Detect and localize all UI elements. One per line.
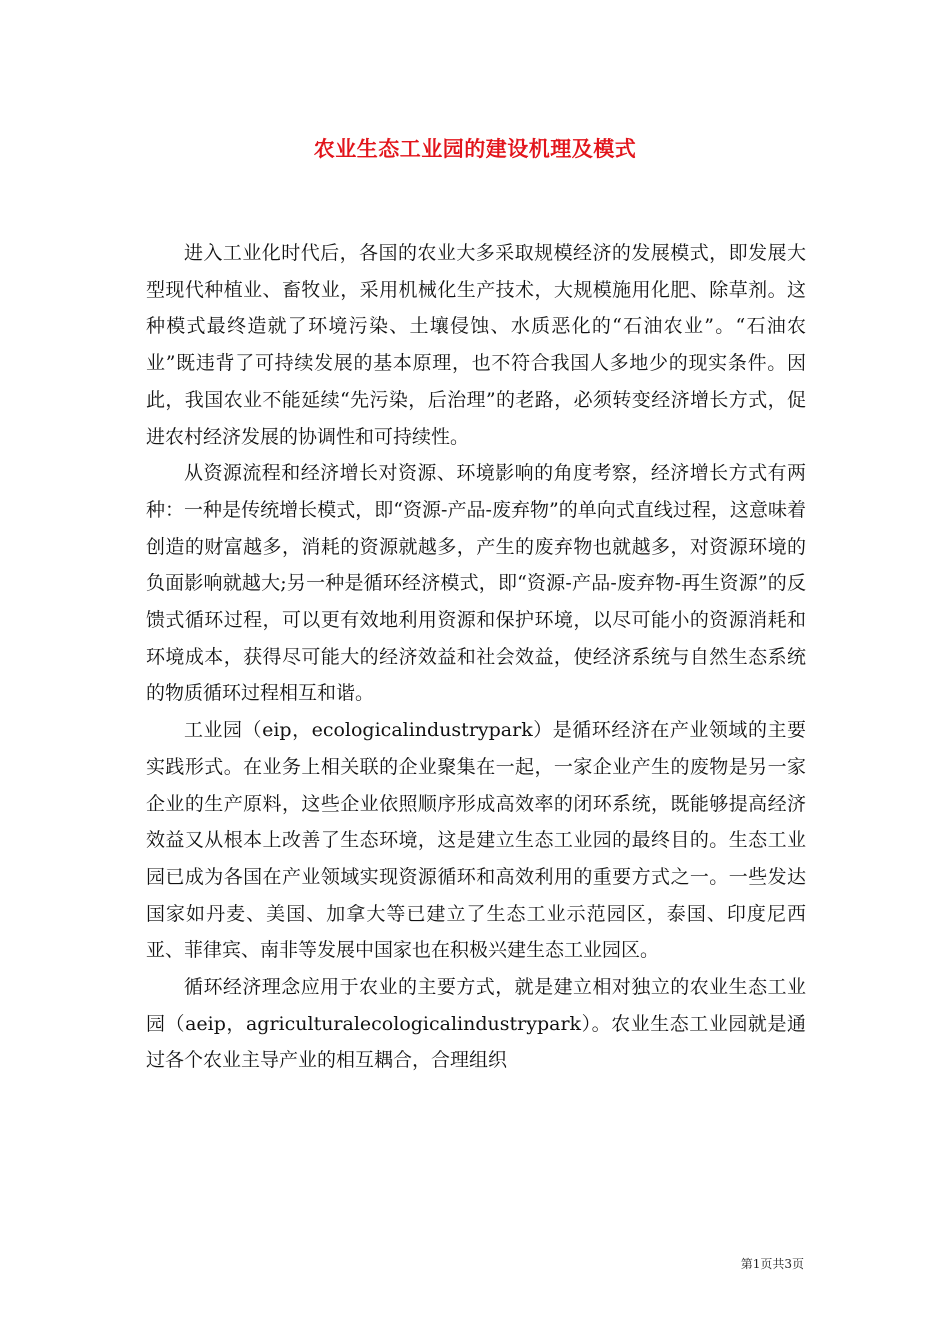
document-title: 农业生态工业园的建设机理及模式 — [313, 136, 637, 161]
document-body — [146, 235, 806, 1079]
paragraph-3: 工业园（eip，ecologicalindustrypark）是循环经济在产业领域的主要实践形式。在业务上相关联的企业聚集在一起，一家企业产生的废物是另一家企业的生产原料，这些企业依照顺序形成高效率的闭环系统，既能够提高经济效益又从根本上改善了生态环境，这是建立生态工业园的最终目的。生态工业园已成为各国在产业领域实现资源循环和高效利用的重要方式之一。一些发达国家如丹麦、美国、加拿大等已建立了生态工业示范园区，泰国、印度尼西亚、菲律宾、南非等发展中国家也在积极兴建生态工业园区。 — [146, 719, 806, 962]
paragraph-2: 从资源流程和经济增长对资源、环境影响的角度考察，经济增长方式有两种：一种是传统增长模式，即“资源-产品-废弃物”的单向式直线过程，这意味着创造的财富越多，消耗的资源就越多，产生的废弃物也就越多，对资源环境的负面影响就越大;另一种是循环经济模式，即“资源-产品-废弃物-再生资源”的反馈式循环过程，可以更有效地利用资源和保护环境，以尽可能小的资源消耗和环境成本，获得尽可能大的经济效益和社会效益，使经济系统与自然生态系统的物质循环过程相互和谐。 — [146, 462, 806, 705]
paragraph-4: 循环经济理念应用于农业的主要方式，就是建立相对独立的农业生态工业园（aeip，agriculturalecologicalindustrypark）。农业生态工业园就是通过各个农业主导产业的相互耦合，合理组织 — [146, 976, 806, 1072]
page-number: 第1页共3页 — [740, 1257, 804, 1271]
paragraph-1: 进入工业化时代后，各国的农业大多采取规模经济的发展模式，即发展大型现代种植业、畜牧业，采用机械化生产技术，大规模施用化肥、除草剂。这种模式最终造就了环境污染、土壤侵蚀、水质恶化的“石油农业”。“石油农业”既违背了可持续发展的基本原理，也不符合我国人多地少的现实条件。因此，我国农业不能延续“先污染，后治理”的老路，必须转变经济增长方式，促进农村经济发展的协调性和可持续性。 — [146, 242, 806, 448]
